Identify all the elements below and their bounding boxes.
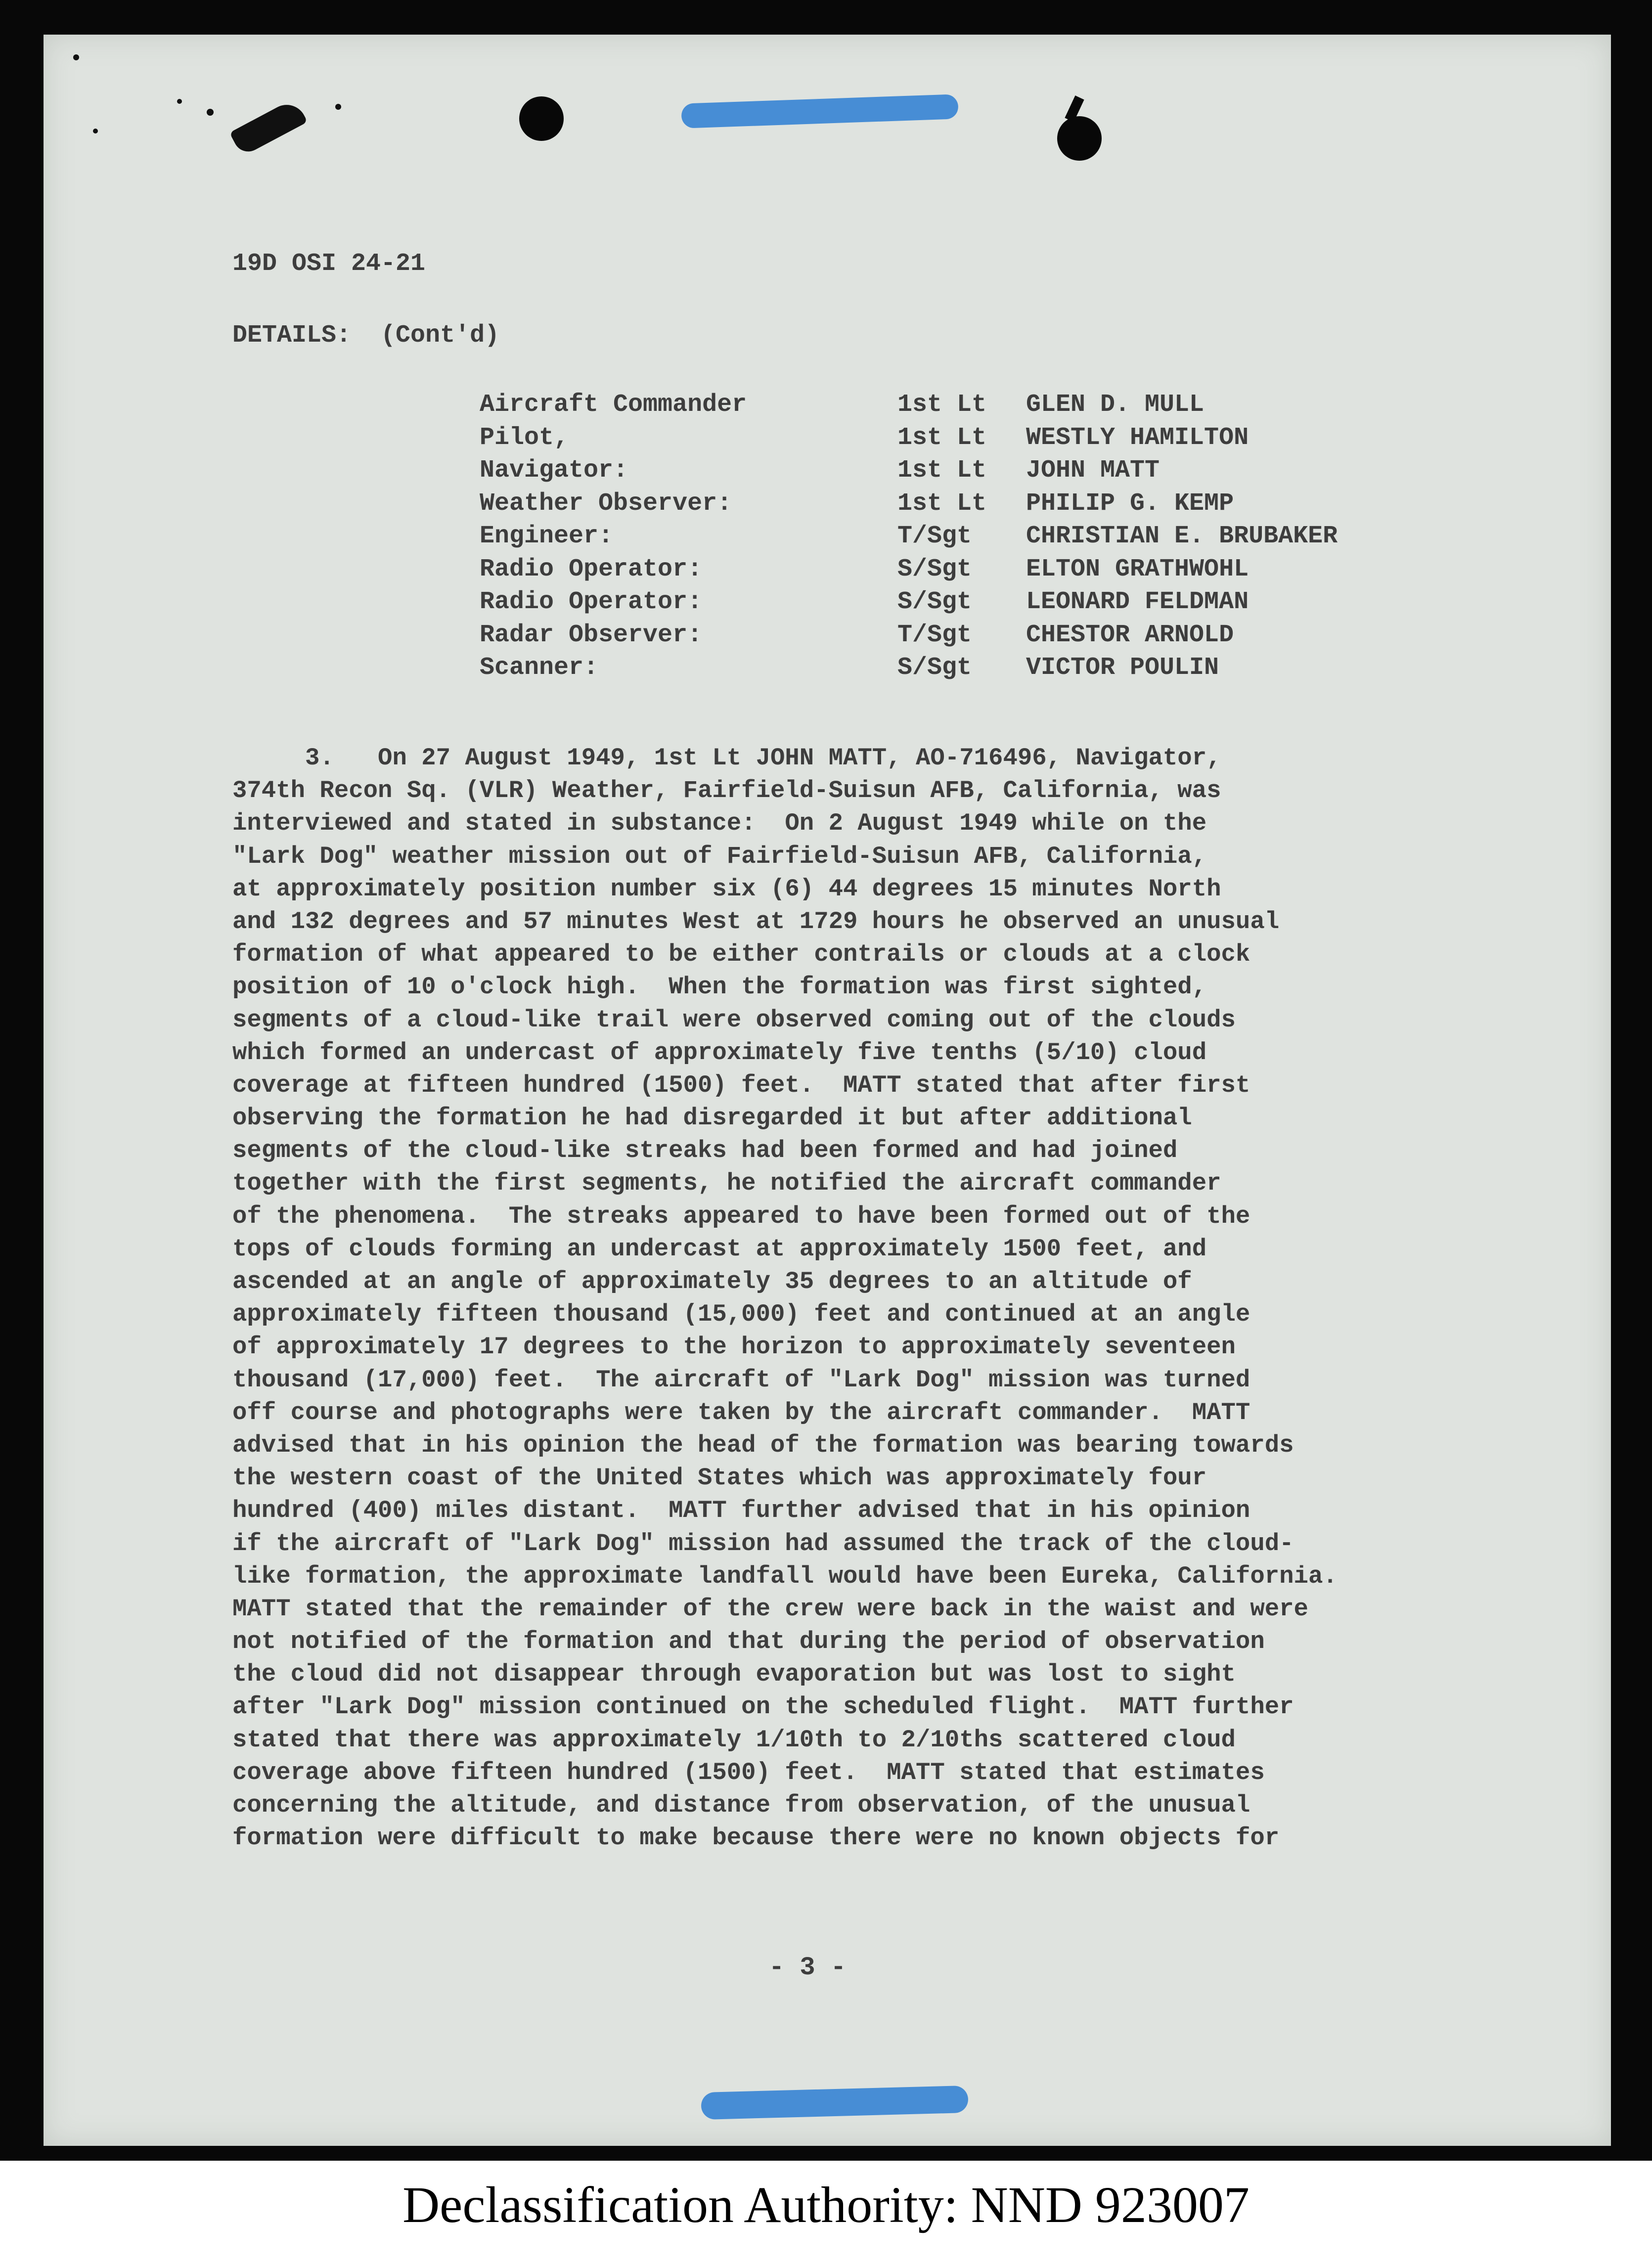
paragraph-line: 3. On 27 August 1949, 1st Lt JOHN MATT, AO-716496, Navigator, bbox=[232, 744, 1221, 772]
paragraph-line: off course and photographs were taken by the aircraft commander. MATT bbox=[232, 1398, 1250, 1426]
crew-role: Radio Operator: bbox=[480, 588, 703, 616]
speck bbox=[93, 129, 98, 133]
paragraph-line: after "Lark Dog" mission continued on the scheduled flight. MATT further bbox=[232, 1693, 1294, 1721]
file-reference: 19D OSI 24-21 bbox=[232, 250, 426, 278]
paragraph-line: segments of the cloud-like streaks had been formed and had joined bbox=[232, 1137, 1178, 1165]
crew-name: CHESTOR ARNOLD bbox=[1026, 621, 1234, 649]
crew-name: CHRISTIAN E. BRUBAKER bbox=[1026, 522, 1338, 550]
crew-role: Engineer: bbox=[480, 522, 614, 550]
crew-name: GLEN D. MULL bbox=[1026, 391, 1205, 419]
punch-hole-right bbox=[1057, 116, 1102, 161]
paragraph-line: of the phenomena. The streaks appeared to have been formed out of the bbox=[232, 1202, 1250, 1230]
crew-rank: S/Sgt bbox=[897, 555, 972, 583]
crew-rank: S/Sgt bbox=[897, 654, 972, 682]
crew-name: VICTOR POULIN bbox=[1026, 654, 1219, 682]
details-heading: DETAILS: (Cont'd) bbox=[232, 321, 500, 350]
speck bbox=[73, 54, 79, 60]
crew-role: Aircraft Commander bbox=[480, 391, 747, 419]
paragraph-line: which formed an undercast of approximately five tenths (5/10) cloud bbox=[232, 1038, 1207, 1067]
paragraph-line: thousand (17,000) feet. The aircraft of "Lark Dog" mission was turned bbox=[232, 1366, 1250, 1394]
speck bbox=[177, 99, 182, 104]
crew-name: JOHN MATT bbox=[1026, 456, 1160, 485]
crew-role: Radar Observer: bbox=[480, 621, 703, 649]
paragraph-line: coverage above fifteen hundred (1500) feet. MATT stated that estimates bbox=[232, 1758, 1265, 1786]
paragraph-line: coverage at fifteen hundred (1500) feet. MATT stated that after first bbox=[232, 1071, 1250, 1099]
paragraph-line: position of 10 o'clock high. When the formation was first sighted, bbox=[232, 973, 1207, 1001]
crew-rank: 1st Lt bbox=[897, 391, 987, 419]
paragraph-line: MATT stated that the remainder of the crew were back in the waist and were bbox=[232, 1595, 1308, 1623]
paragraph-line: the western coast of the United States which was approximately four bbox=[232, 1464, 1207, 1492]
paragraph-line: tops of clouds forming an undercast at approximately 1500 feet, and bbox=[232, 1235, 1207, 1263]
paragraph-line: concerning the altitude, and distance from observation, of the unusual bbox=[232, 1791, 1250, 1819]
paragraph-line: the cloud did not disappear through evaporation but was lost to sight bbox=[232, 1660, 1236, 1689]
paragraph-line: and 132 degrees and 57 minutes West at 1729 hours he observed an unusual bbox=[232, 907, 1280, 935]
paragraph-line: if the aircraft of "Lark Dog" mission had assumed the track of the cloud- bbox=[232, 1529, 1294, 1557]
paragraph-3 bbox=[232, 744, 1498, 1857]
paragraph-line: segments of a cloud-like trail were observed coming out of the clouds bbox=[232, 1006, 1236, 1034]
declassification-caption: Declassification Authority: NND 923007 bbox=[402, 2177, 1250, 2233]
crew-rank: T/Sgt bbox=[897, 621, 972, 649]
paragraph-line: not notified of the formation and that during the period of observation bbox=[232, 1628, 1265, 1656]
crew-role: Pilot, bbox=[480, 423, 569, 452]
paragraph-line: approximately fifteen thousand (15,000) feet and continued at an angle bbox=[232, 1300, 1250, 1329]
paragraph-line: hundred (400) miles distant. MATT further advised that in his opinion bbox=[232, 1497, 1250, 1525]
page-number: - 3 - bbox=[769, 1953, 847, 1982]
paragraph-line: ascended at an angle of approximately 35 degrees to an altitude of bbox=[232, 1268, 1192, 1295]
paragraph-line: stated that there was approximately 1/10th to 2/10ths scattered cloud bbox=[232, 1726, 1236, 1754]
paragraph-line: at approximately position number six (6) 44 degrees 15 minutes North bbox=[232, 875, 1221, 903]
redaction-mark-bottom bbox=[701, 2086, 968, 2120]
paragraph-line: together with the first segments, he notified the aircraft commander bbox=[232, 1169, 1221, 1198]
paragraph-line: interviewed and stated in substance: On 2 August 1949 while on the bbox=[232, 809, 1207, 838]
speck bbox=[335, 104, 341, 110]
crew-rank: S/Sgt bbox=[897, 588, 972, 616]
paragraph-line: of approximately 17 degrees to the horizon to approximately seventeen bbox=[232, 1333, 1236, 1361]
crew-name: ELTON GRATHWOHL bbox=[1026, 555, 1249, 583]
crew-role: Navigator: bbox=[480, 456, 628, 485]
crew-name: PHILIP G. KEMP bbox=[1026, 489, 1234, 518]
crew-rank: 1st Lt bbox=[897, 489, 987, 518]
speck bbox=[207, 109, 214, 116]
crew-role: Weather Observer: bbox=[480, 489, 732, 518]
paragraph-line: advised that in his opinion the head of the formation was bearing towards bbox=[232, 1431, 1294, 1459]
crew-rank: 1st Lt bbox=[897, 456, 987, 485]
crew-role: Radio Operator: bbox=[480, 555, 703, 583]
crew-name: WESTLY HAMILTON bbox=[1026, 423, 1249, 452]
redaction-mark-top bbox=[681, 94, 958, 129]
crew-rank: T/Sgt bbox=[897, 522, 972, 550]
staple-mark bbox=[229, 98, 308, 157]
paragraph-line: formation of what appeared to be either contrails or clouds at a clock bbox=[232, 940, 1250, 969]
paragraph-line: formation were difficult to make because there were no known objects for bbox=[232, 1824, 1280, 1852]
paragraph-line: "Lark Dog" weather mission out of Fairfield-Suisun AFB, California, bbox=[232, 842, 1207, 870]
crew-name: LEONARD FELDMAN bbox=[1026, 588, 1249, 616]
punch-hole-left bbox=[519, 96, 564, 141]
paragraph-line: 374th Recon Sq. (VLR) Weather, Fairfield-Suisun AFB, California, was bbox=[232, 777, 1221, 805]
crew-role: Scanner: bbox=[480, 654, 599, 682]
crew-rank: 1st Lt bbox=[897, 423, 987, 452]
paragraph-line: observing the formation he had disregarded it but after additional bbox=[232, 1104, 1192, 1132]
paragraph-line: like formation, the approximate landfall would have been Eureka, California. bbox=[232, 1562, 1338, 1590]
